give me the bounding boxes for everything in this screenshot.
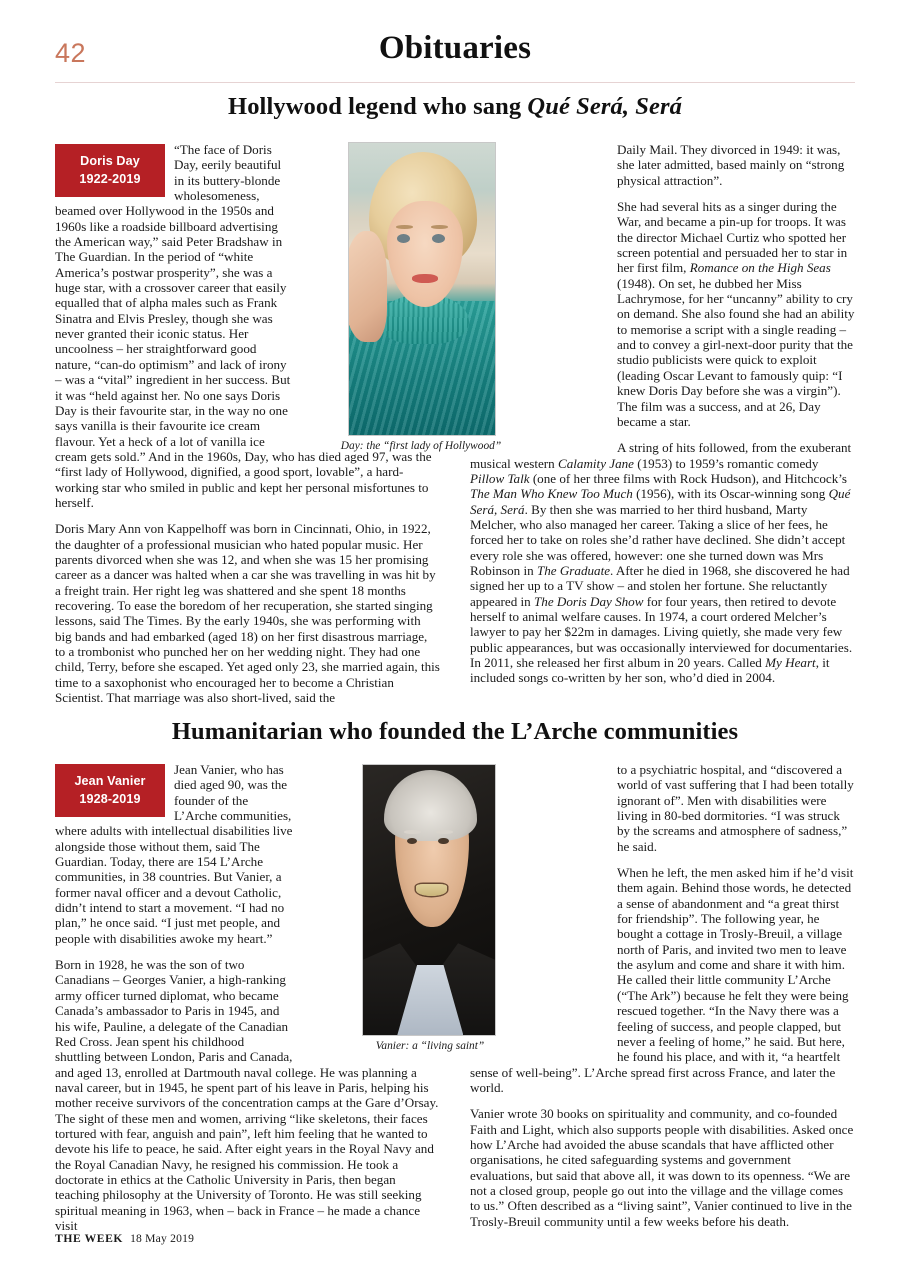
doris-day-portrait-image: [348, 142, 496, 436]
portrait-eyebrow-right: [431, 225, 449, 229]
masthead: [55, 30, 855, 86]
paragraph: Jean Vanier, who has died aged 90, was the founder of the L’Arche communities, where adults with intellectual disabilities live alongside those without them, said The Guardian. Today, there are 154 L’Arche communities, in 38 countries. But Vanier, a former naval officer and a devout Catholic, didn’t intend to start a movement. “I had no plan,” he once said. “I just met people, and people with disabilities awoke my heart.”: [55, 762, 293, 946]
badge-name: Jean Vanier: [74, 774, 146, 788]
section-title: Obituaries: [378, 30, 532, 66]
paragraph: Doris Mary Ann von Kappelhoff was born in Cincinnati, Ohio, in 1922, the daughter of a professional musician who hated popular music. Her parents divorced when she was 12, and when she was 15 her promising career as a dancer was halted when a car she was travelling in was hit by a freight train. Her right leg was shattered and she spent 18 months recovering. To ease the boredom of her recuperation, she started singing lessons, said The Times. By the early 1940s, she was performing with big bands and had embarked (aged 18) on her first disastrous marriage, to a trombonist who punched her on her wedding night. They had one child, Terry, before she escaped. Yet aged only 23, she married again, this time to a saxophonist who encouraged her to become a Christian Scientist. That marriage was also short-lived, said the: [55, 521, 440, 706]
article-headline-jean-vanier: [55, 718, 855, 746]
badge-name: Doris Day: [80, 154, 140, 168]
publication-name: THE WEEK: [55, 1232, 124, 1245]
portrait-mouth: [412, 274, 438, 283]
masthead-divider: [55, 82, 855, 83]
doris-day-photo-caption: Day: the “first lady of Hollywood”: [340, 440, 502, 452]
article-doris-day-right-column: [470, 142, 855, 697]
badge-dates: 1928-2019: [79, 792, 141, 806]
name-badge-jean-vanier: [55, 764, 165, 817]
portrait-eyebrow-left: [404, 830, 421, 834]
paragraph: A string of hits followed, from the exuberant musical western Calamity Jane (1953) to 1959’s romantic comedy Pillow Talk (one of her three films with Rock Hudson), and Hitchcock’s The Man Who Knew Too Much (1956), with its Oscar-winning song Qué Será, Será. By then she was married to her third husband, Marty Melcher, who also managed her career. Taking a slice of her fees, he forced her to take on roles she’d rather have declined. She didn’t accept every role she was offered, however: one she turned down was Mrs Robinson in The Graduate. After he died in 1968, she discovered he had signed her up to a TV show – and stolen her fortune. She reluctantly appeared in The Doris Day Show for four years, then retired to devote herself to animal welfare causes. In 1974, a court ordered Melcher’s lawyer to pay her $22m in damages. Living quietly, she made very few public appearances, but was occasionally interviewed for documentaries. In 2011, she released her first album in 20 years. Called My Heart, it included songs co-written by her son, who’d died in 2004.: [470, 440, 853, 686]
paragraph: Born in 1928, he was the son of two Canadians – Georges Vanier, a high-ranking army officer turned diplomat, who became Canada’s ambassador to Paris in 1945, and his wife, Pauline, a delegate of the Canadian Red Cross. Jean spent his childhood shuttling between London, Paris and Canada, and aged 13, enrolled at Dartmouth naval college. He was planning a naval career, but in 1945, he spent part of his leave in Paris, helping his mother receive survivors of the concentration camps at the Gare d’Orsay. The sight of these men and women, arriving “like skeletons, their faces tortured with fear, anguish and pain”, left him feeling that he wanted to devote his life to peace, he said. After eight years in the Royal Navy and the Royal Canadian Navy, he resigned his commission. He took a doctorate in ethics at the Catholic University in Paris, then began teaching philosophy at the University of Toronto. He was still seeking spiritual meaning in 1963, when – back in France – he made a chance visit: [55, 957, 439, 1233]
article-jean-vanier-right-column: [470, 762, 855, 1240]
paragraph: When he left, the men asked him if he’d visit them again. Behind those words, he detected a sense of abandonment and “a great thirst for friendship”. The following year, he bought a cottage in Trosly-Breuil, a village north of Paris, and invited two men to leave the asylum and come and share it with him. He called their little community L’Arche (“The Ark”) because he felt they were being rescued together. “In the Navy there was a feeling of success, and people clapped, but never a feeling of home,” he said. But here, he found his place, and with it, “a heartfelt sense of well-being”. L’Arche spread first across France, and later the world.: [470, 865, 854, 1095]
portrait-arm: [348, 231, 387, 342]
paragraph: to a psychiatric hospital, and “discovered a world of vast suffering that I had been totally ignorant of”. Men with disabilities were living in 80-bed dormitories. “I was struck by the screams and atmosphere of sadness,” he said.: [617, 762, 854, 854]
name-badge-doris-day: [55, 144, 165, 197]
page-number: 42: [55, 38, 87, 68]
headline-italic-text: Qué Será, Será: [527, 93, 682, 120]
jean-vanier-photo-caption: Vanier: a “living saint”: [375, 1040, 485, 1052]
headline-lead-text: Hollywood legend who sang: [228, 93, 528, 120]
publication-date: 18 May 2019: [130, 1232, 195, 1245]
paragraph: Daily Mail. They divorced in 1949: it was, she later admitted, based mainly on “strong physical attraction”.: [617, 142, 845, 188]
portrait-eye-left: [397, 234, 410, 243]
headline-lead-text: Humanitarian who founded the L’Arche communities: [171, 718, 739, 745]
article-headline-doris-day: [55, 93, 855, 121]
portrait-eye-right: [432, 234, 445, 243]
paragraph: Vanier wrote 30 books on spirituality and community, and co-founded Faith and Light, which also supports people with disabilities. Asked once how L’Arche had avoided the abuse scandals that have afflicted other organisations, he cited safeguarding systems and government evaluations, but said that above all, it was down to its openness. “We are not a closed group, people go out into the village and the village comes to us.” Often described as a “living saint”, Vanier continued to live in the Trosly-Breuil community until a few weeks before his death.: [470, 1106, 854, 1229]
jean-vanier-portrait-image: [362, 764, 496, 1036]
badge-dates: 1922-2019: [79, 172, 141, 186]
portrait-eyebrow-left: [396, 225, 414, 229]
page-footer: [55, 1232, 194, 1245]
paragraph: She had several hits as a singer during the War, and became a pin-up for troops. It was the director Michael Curtiz who spotted her screen potential and persuaded her to star in her first film, Romance on the High Seas (1948). On set, he dubbed her Miss Lachrymose, for her “uncanny” ability to cry on demand. She also found she had an ability to memorise a script with a single reading – and to convey a girl-next-door purity that the studio publicists were quick to exploit (leading Oscar Levant to famously quip: “I knew Doris Day before she was a virgin”). The film was a success, and at 26, Day became a star.: [617, 199, 855, 429]
paragraph: “The face of Doris Day, eerily beautiful in its buttery-blonde wholesomeness, beamed over Hollywood in the 1950s and 1960s like a roadside billboard advertising the American way,” said Peter Bradshaw in The Guardian. In the period of “white America’s postwar prosperity”, she was a huge star, with a crossover career that easily equalled that of alpha males such as Frank Sinatra and Elvis Presley, though she was never granted their iconic status. Her uncoolness – her straightforward good nature, “can-do optimism” and lack of irony – was a “vital” ingredient in her success. But it was “held against her. No one says Doris Day is their favourite star, in the way no one says vanilla is their favourite ice cream flavour. Yet a heck of a lot of vanilla ice cream gets sold.” And in the 1960s, Day, who has died aged 97, was the “first lady of Hollywood, dignified, a good sport, lovable”, a hard-working star who smiled in public and kept her personal misfortunes to herself.: [55, 142, 432, 510]
portrait-smile: [416, 884, 448, 896]
portrait-eyebrow-right: [436, 830, 453, 834]
